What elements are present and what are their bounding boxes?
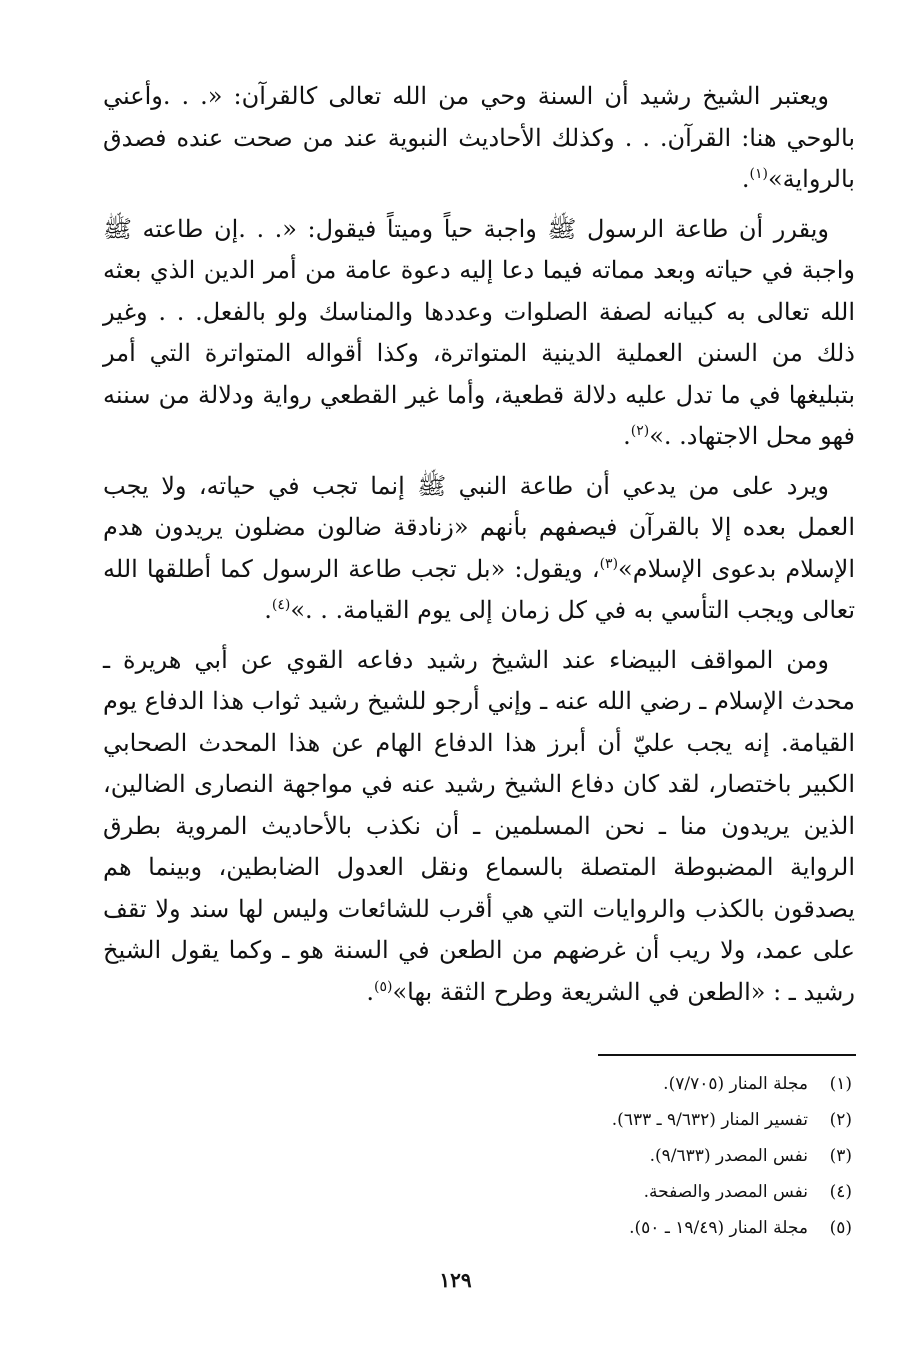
main-text xyxy=(103,76,855,1021)
footnote-number: (٥) xyxy=(829,1218,852,1238)
footnote-text: مجلة المنار (١٩/٤٩ ـ ٥٠). xyxy=(629,1218,808,1238)
footnote-number: (٣) xyxy=(829,1146,852,1166)
paragraph-tail: . xyxy=(623,422,631,450)
paragraph-tail: . xyxy=(264,596,272,624)
footnote-ref: (٣) xyxy=(599,555,619,572)
footnote-text: مجلة المنار (٧/٧٠٥). xyxy=(663,1074,808,1094)
footnote-text: نفس المصدر والصفحة. xyxy=(643,1182,808,1202)
footnote xyxy=(200,1174,852,1210)
paragraph-tail: . xyxy=(366,977,375,1006)
footnote-ref: (٢) xyxy=(630,423,650,439)
footnote xyxy=(200,1138,852,1174)
paragraph-text: ومن المواقف البيضاء عند الشيخ رشيد دفاعه القوي عن أبي هريرة ـ محدث الإسلام ـ رضي الله عنه ـ وإني أرجو للشيخ رشيد ثواب هذا الدفاع يوم القيامة. إنه يجب عليّ أن أبرز هذا الدفاع الهام عن هذا المحدث الصحابي الكبير باختصار، لقد كان دفاع الشيخ رشيد عنه في مواجهة النصارى الضالين، الذين يريدون منا ـ نحن المسلمين ـ أن نكذب بالأحاديث المروية بطرق الرواية المضبوطة المتصلة بالسماع ونقل العدول الضابطين، وبينما هم يصدقون بالكذب والروايات التي هي أقرب للشائعات وليس لها سند ولا تقف على عمد، ولا ريب أن غرضهم من الطعن في السنة هو ـ وكما يقول الشيخ رشيد ـ : «الطعن في الشريعة وطرح الثقة بها» xyxy=(103,645,855,1006)
footnotes xyxy=(200,1066,852,1246)
paragraph-text: ويقرر أن طاعة الرسول ﷺ واجبة حياً وميتاً فيقول: «. . .إن طاعته ﷺ واجبة في حياته وبعد مماته فيما دعا إليه دعوة عامة من أمر الدين الذي بعثه الله تعالى به كبيانه لصفة الصلوات وعددها والمناسك ولو بالفعل. . . وغير ذلك من السنن العملية الدينية المتواترة، وكذا أقواله المتواترة التي أمر بتبليغها في ما تدل عليه دلالة قطعية، وأما غير القطعي رواية ودلالة من سننه فهو محل الاجتهاد. .» xyxy=(103,214,855,450)
paragraph-4 xyxy=(103,640,855,1014)
footnote-ref: (١) xyxy=(749,166,768,182)
footnote-ref: (٤) xyxy=(271,597,291,613)
footnote-ref: (٥) xyxy=(374,978,393,995)
paragraph-text: ويرد على من يدعي أن طاعة النبي ﷺ إنما تجب في حياته، ولا يجب العمل بعده إلا بالقرآن فيصفهم بأنهم «زنادقة ضالون مضلون يريدون هدم الإسلام بدعوى الإسلام» xyxy=(103,471,856,583)
paragraph-text: ويعتبر الشيخ رشيد أن السنة وحي من الله تعالى كالقرآن: «. . .وأعني بالوحي هنا: القرآن. . . وكذلك الأحاديث النبوية عند من صحت عنده فصدق بالرواية» xyxy=(103,82,855,193)
paragraph-1 xyxy=(103,76,855,201)
footnote-divider xyxy=(598,1054,856,1056)
footnote xyxy=(200,1210,852,1246)
footnote-text: تفسير المنار (٩/٦٣٢ ـ ٦٣٣). xyxy=(611,1110,808,1130)
paragraph-tail: . xyxy=(741,165,750,193)
footnote-number: (٤) xyxy=(829,1182,852,1202)
footnote xyxy=(200,1066,852,1102)
paragraph-3 xyxy=(103,466,855,632)
paragraph-2 xyxy=(103,209,855,458)
footnote-number: (١) xyxy=(829,1074,852,1094)
paragraph-tail: ، ويقول: «بل تجب طاعة الرسول كما أطلقها الله تعالى ويجب التأسي به في كل زمان إلى يوم القيامة. . .» xyxy=(103,554,855,624)
footnote-text: نفس المصدر (٩/٦٣٣). xyxy=(649,1146,808,1166)
footnote xyxy=(200,1102,852,1138)
footnote-number: (٢) xyxy=(829,1110,852,1130)
page-number: ١٢٩ xyxy=(439,1268,472,1292)
